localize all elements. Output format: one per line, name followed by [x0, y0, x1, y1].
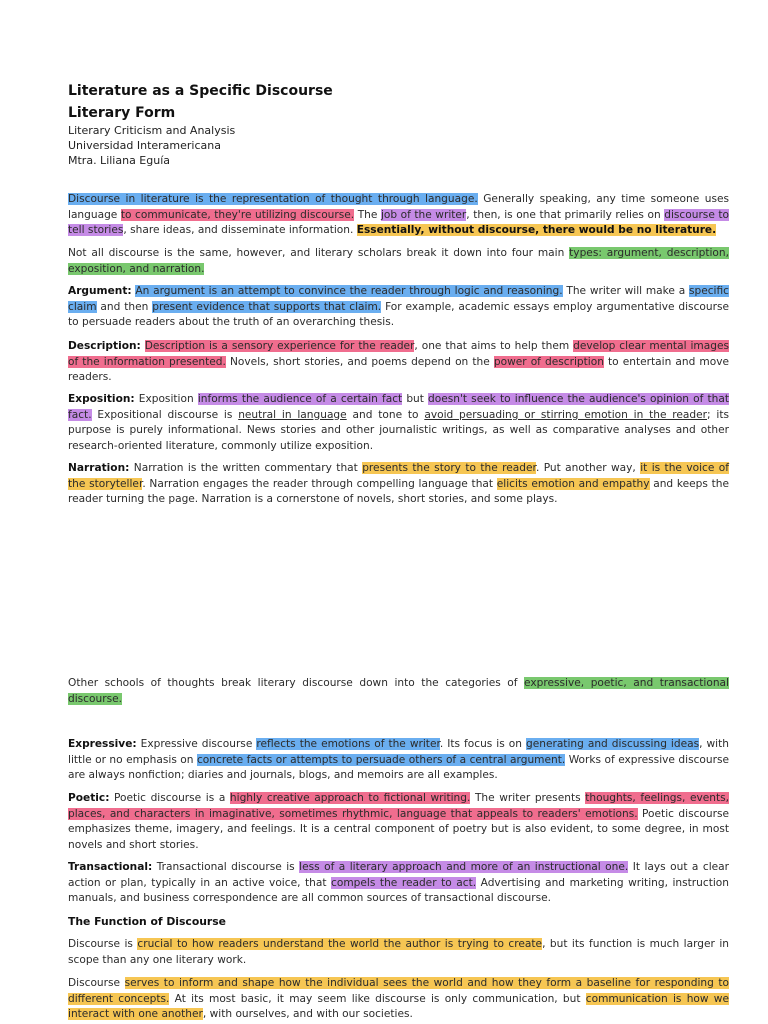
argument-paragraph	[68, 284, 729, 331]
text-run: The writer will make a	[562, 285, 689, 297]
highlight: highly creative approach to fictional writing.	[229, 792, 471, 804]
text-run: At its most basic, it may seem like discourse is only communication, but	[169, 992, 586, 1005]
instructor-name: Mtra. Liliana Eguía	[68, 154, 171, 167]
description-paragraph	[68, 339, 729, 386]
text-run: ; its purpose is purely informational. News stories and other journalistic writings, as well as comparative analyses and other research-oriented literature, commonly utilize exposition.	[68, 408, 730, 452]
transactional-paragraph	[68, 860, 729, 907]
section-heading: The Function of Discourse	[68, 915, 227, 928]
text-run: Not all discourse is the same, however, and literary scholars break it down into four main	[68, 247, 570, 259]
text-run: and tone to	[346, 408, 425, 421]
highlight: Description is a sensory experience for the reader	[144, 340, 415, 352]
highlight: reflects the emotions of the writer	[256, 738, 440, 750]
university-name: Universidad Interamericana	[68, 139, 221, 152]
poetic-paragraph	[68, 791, 729, 853]
highlight: less of a literary approach and more of an instructional one.	[299, 861, 629, 873]
highlight: specific claim	[68, 285, 729, 313]
text-run: For example, academic essays employ argumentative discourse to persuade readers about the truth of an overarching thesis.	[68, 300, 729, 328]
text-run: The writer presents	[470, 792, 586, 804]
exposition-paragraph	[68, 392, 729, 454]
text-run: Exposition	[134, 393, 198, 405]
term-label: Description:	[68, 340, 141, 352]
course-name: Literary Criticism and Analysis	[68, 124, 236, 137]
highlight: thoughts, feelings, events, places, and characters in imaginative, sometimes rhythmic, language that appeals to readers' emotions.	[68, 792, 730, 820]
function-paragraph-2	[68, 976, 729, 1023]
highlight: expressive, poetic, and transactional discourse.	[68, 677, 729, 705]
highlight: power of description	[493, 355, 604, 368]
underlined-text: neutral in language	[238, 408, 347, 421]
expressive-paragraph	[68, 737, 729, 784]
text-run: , share ideas, and disseminate information.	[123, 224, 357, 236]
text-run: Poetic discourse is a	[109, 792, 230, 804]
underlined-text: avoid persuading or stirring emotion in the reader	[424, 408, 708, 421]
text-run: Narration is the written commentary that	[129, 462, 363, 474]
highlight: it is the voice of the storyteller	[68, 462, 729, 490]
text-run: Advertising and marketing writing, instruction manuals, and business correspondence are all common sources of transactional discourse.	[68, 876, 729, 904]
text-run: Novels, short stories, and poems depend on the	[225, 355, 494, 368]
text-run: , then, is one that primarily relies on	[466, 208, 665, 221]
highlight: presents the story to the reader	[362, 462, 536, 474]
key-statement: Essentially, without discourse, there would be no literature.	[356, 224, 717, 236]
text-run: . Narration engages the reader through compelling language that	[142, 477, 497, 490]
term-label: Exposition:	[68, 393, 135, 405]
text-run: Generally speaking, any time someone uses language	[68, 193, 729, 221]
highlight: crucial to how readers understand the world the author is trying to create	[137, 938, 543, 950]
function-paragraph-1	[68, 937, 729, 968]
highlight: compels the reader to act.	[331, 876, 477, 889]
text-run: , with ourselves, and with our societies.	[202, 1008, 413, 1020]
highlight: Discourse in literature is the representation of thought through language.	[68, 193, 478, 205]
highlight: communication is how we interact with one another	[68, 992, 729, 1020]
highlight: An argument is an attempt to convince the reader through logic and reasoning.	[135, 285, 563, 297]
narration-paragraph	[68, 461, 729, 508]
term-label: Transactional:	[68, 861, 153, 873]
text-run: Expositional discourse is	[91, 408, 239, 421]
highlight: types: argument, description, exposition, and narration.	[68, 247, 729, 275]
text-run: but	[402, 393, 429, 405]
text-run: Expressive discourse	[136, 738, 257, 750]
highlight: generating and discussing ideas	[525, 738, 700, 750]
text-run: The	[354, 208, 381, 221]
document-subtitle: Literary Form	[68, 105, 176, 121]
term-label: Poetic:	[68, 792, 110, 804]
highlight: to communicate, they're utilizing discourse.	[120, 208, 355, 221]
text-run: Poetic discourse emphasizes theme, imagery, and feelings. It is a central component of poetry but is also evident, to some degree, in most novels and short stories.	[68, 807, 730, 851]
text-run: It lays out a clear action or plan, typically in an active voice, that	[68, 861, 729, 889]
highlight: serves to inform and shape how the individual sees the world and how they form a baseline for responding to different concepts.	[68, 977, 729, 1005]
text-run: , but its function is much larger in scope than any one literary work.	[68, 938, 729, 966]
text-run: . Its focus is on	[439, 738, 526, 750]
highlight: informs the audience of a certain fact	[197, 393, 403, 405]
highlight: present evidence that supports that claim.	[152, 300, 382, 313]
highlight: job of the writer	[380, 208, 467, 221]
intro-paragraph	[68, 192, 729, 239]
highlight: elicits emotion and empathy	[496, 477, 650, 490]
schools-paragraph	[68, 676, 729, 707]
text-run: Discourse is	[68, 938, 138, 950]
document-title: Literature as a Specific Discourse	[68, 83, 333, 99]
term-label: Expressive:	[68, 738, 137, 750]
text-run: Other schools of thoughts break literary discourse down into the categories of	[68, 677, 525, 689]
text-run: Works of expressive discourse are always nonfiction; diaries and journals, blogs, and memoirs are all examples.	[68, 753, 729, 781]
term-label: Argument:	[68, 285, 132, 297]
highlight: discourse to tell stories	[68, 208, 730, 236]
highlight: concrete facts or attempts to persuade others of a central argument.	[196, 753, 566, 766]
text-run: , one that aims to help them	[414, 340, 574, 352]
text-run: and then	[96, 300, 153, 313]
text-run: Discourse	[68, 977, 125, 989]
types-paragraph	[68, 246, 729, 277]
text-run: . Put another way,	[535, 462, 641, 474]
highlight: doesn't seek to influence the audience's opinion of that fact.	[68, 393, 729, 421]
text-run: to entertain and move readers.	[68, 355, 729, 383]
term-label: Narration:	[68, 462, 130, 474]
text-run: Transactional discourse is	[152, 861, 300, 873]
highlight: develop clear mental images of the information presented.	[68, 340, 729, 368]
text-run: and keeps the reader turning the page. Narration is a cornerstone of novels, short stories, and some plays.	[68, 477, 729, 505]
text-run: , with little or no emphasis on	[68, 738, 729, 766]
